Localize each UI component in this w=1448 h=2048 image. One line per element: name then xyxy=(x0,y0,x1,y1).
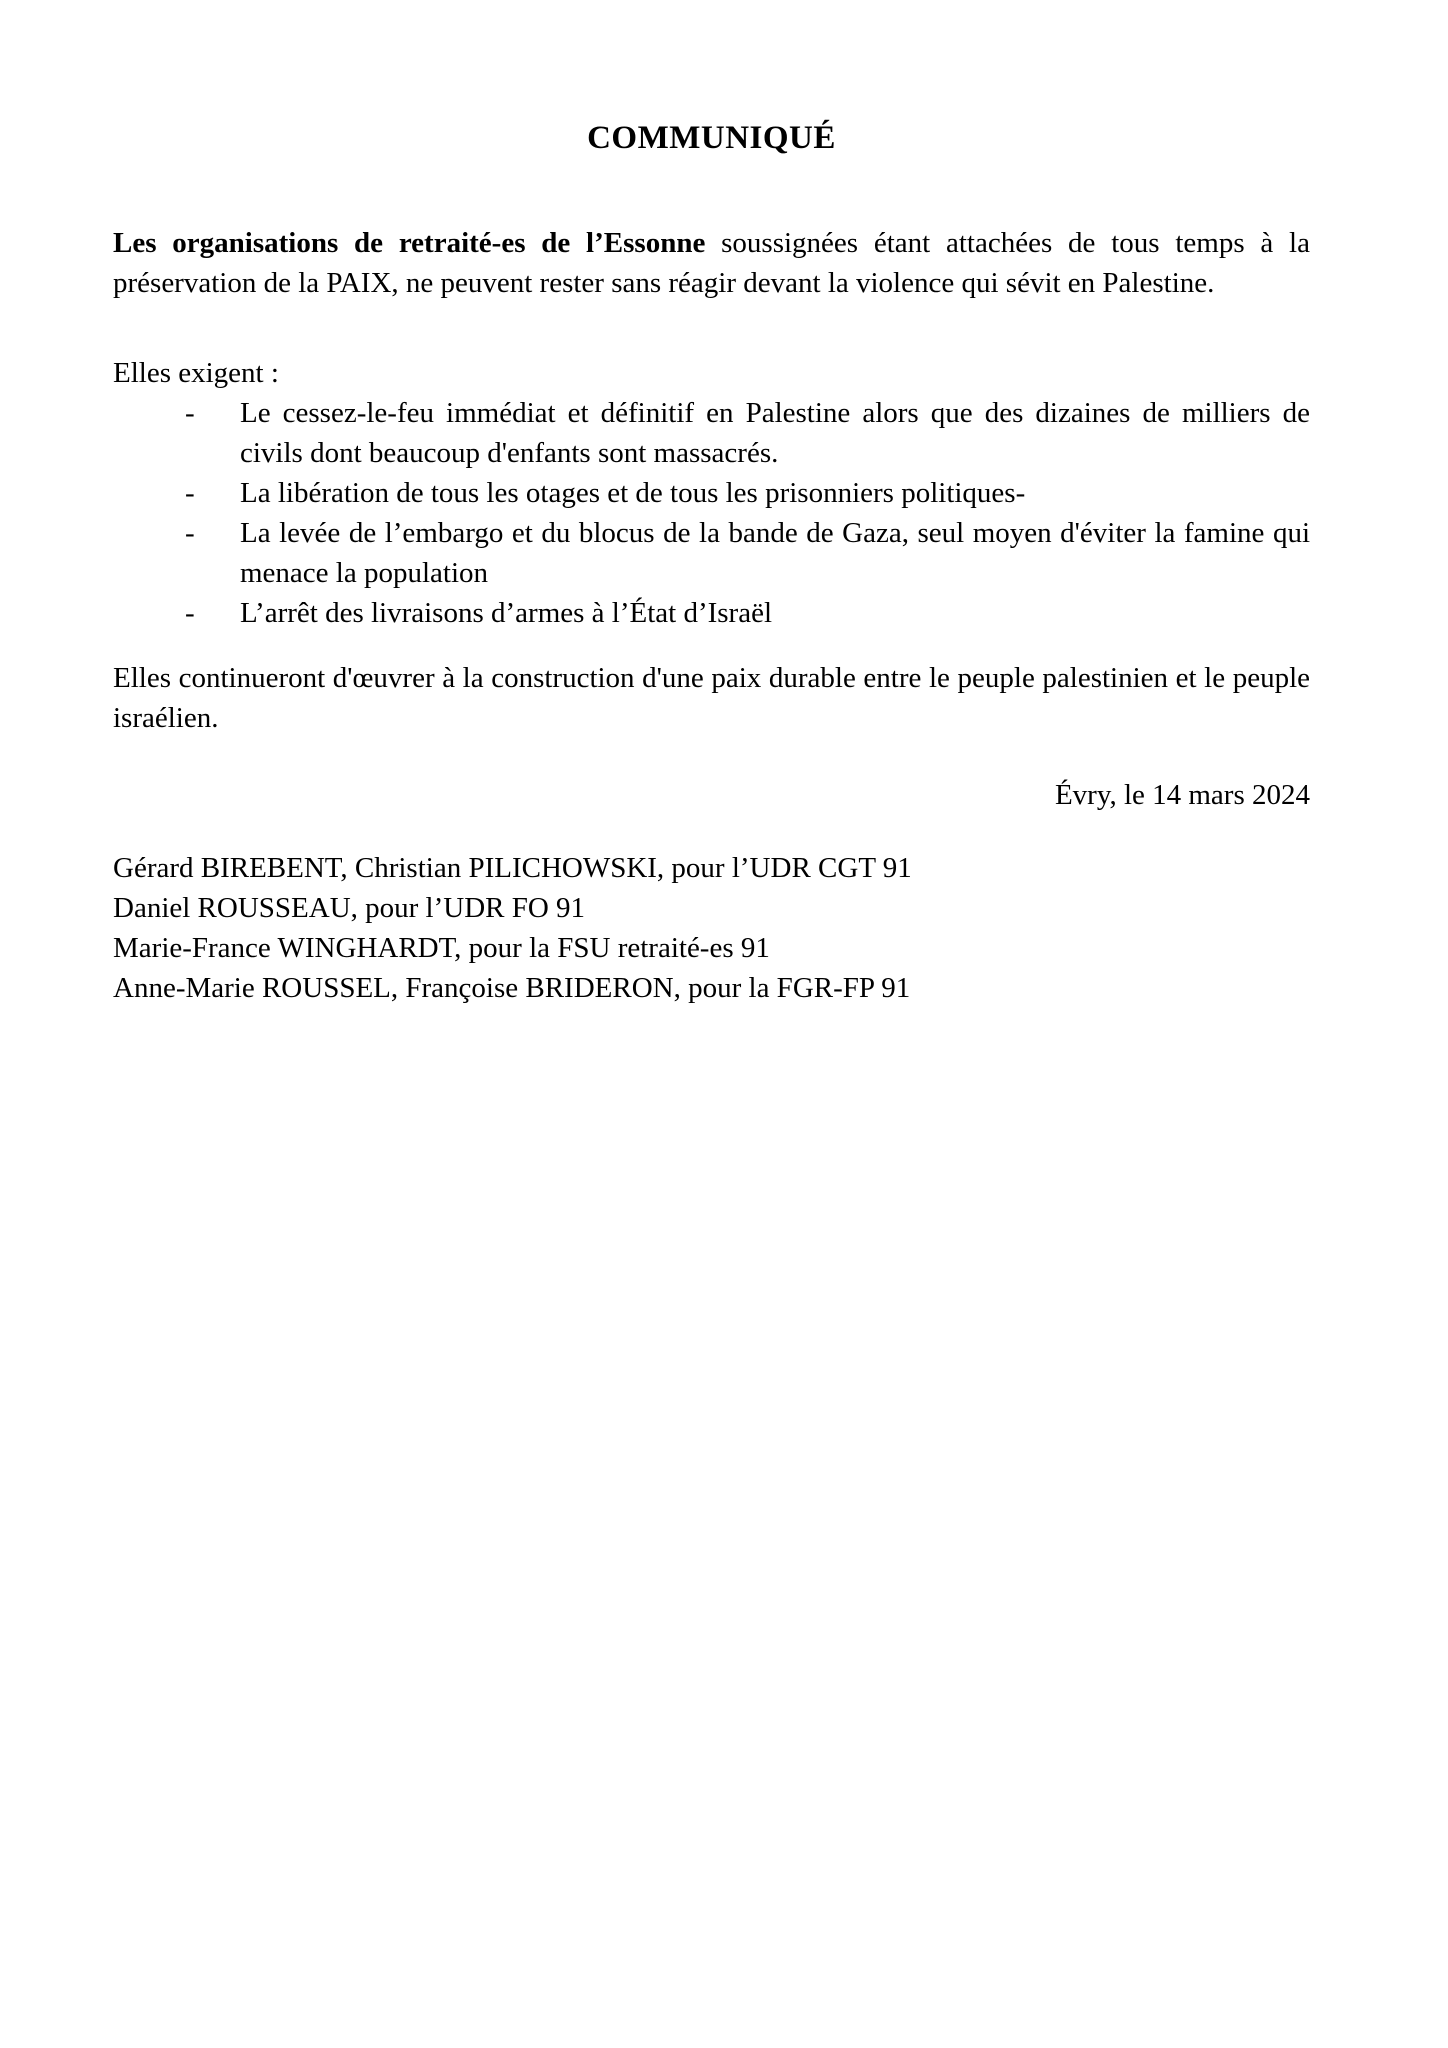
list-item xyxy=(113,473,1310,513)
dash-bullet: - xyxy=(185,517,195,549)
demands-intro: Elles exigent : xyxy=(113,357,279,389)
list-item xyxy=(113,593,1310,633)
demand-text: Le cessez-le-feu immédiat et définitif en Palestine alors que des dizaines de milliers de civils dont beaucoup d'enfants sont massacrés. xyxy=(240,397,1310,469)
demand-text: La libération de tous les otages et de tous les prisonniers politiques- xyxy=(240,477,1026,509)
demand-text: La levée de l’embargo et du blocus de la bande de Gaza, seul moyen d'éviter la famine qui menace la population xyxy=(240,517,1310,589)
dateline: Évry, le 14 mars 2024 xyxy=(1054,779,1310,811)
intro-paragraph xyxy=(113,223,1310,303)
signature-line: Daniel ROUSSEAU, pour l’UDR FO 91 xyxy=(113,892,586,924)
signature-line: Gérard BIREBENT, Christian PILICHOWSKI, pour l’UDR CGT 91 xyxy=(113,852,912,884)
dash-bullet: - xyxy=(185,397,195,429)
document-title: COMMUNIQUÉ xyxy=(587,120,836,156)
intro-paragraph-text: soussignées étant attachées de tous temps à la préservation de la PAIX, ne peuvent rester sans réagir devant la violence qui sévit en Palestine. xyxy=(113,227,1310,299)
intro-bold-lead: Les organisations de retraité-es de l’Essonne xyxy=(113,227,706,259)
dash-bullet: - xyxy=(185,477,195,509)
list-item xyxy=(113,393,1310,473)
signature-line: Anne-Marie ROUSSEL, Françoise BRIDERON, pour la FGR-FP 91 xyxy=(113,972,911,1004)
signature-block xyxy=(113,848,1310,1008)
dash-bullet: - xyxy=(185,597,195,629)
signature-line: Marie-France WINGHARDT, pour la FSU retraité-es 91 xyxy=(113,932,770,964)
list-item xyxy=(113,513,1310,593)
closing-paragraph: Elles continueront d'œuvrer à la construction d'une paix durable entre le peuple palestinien et le peuple israélien. xyxy=(113,662,1310,734)
demands-list xyxy=(113,393,1310,633)
demand-text: L’arrêt des livraisons d’armes à l’État d’Israël xyxy=(240,597,772,629)
